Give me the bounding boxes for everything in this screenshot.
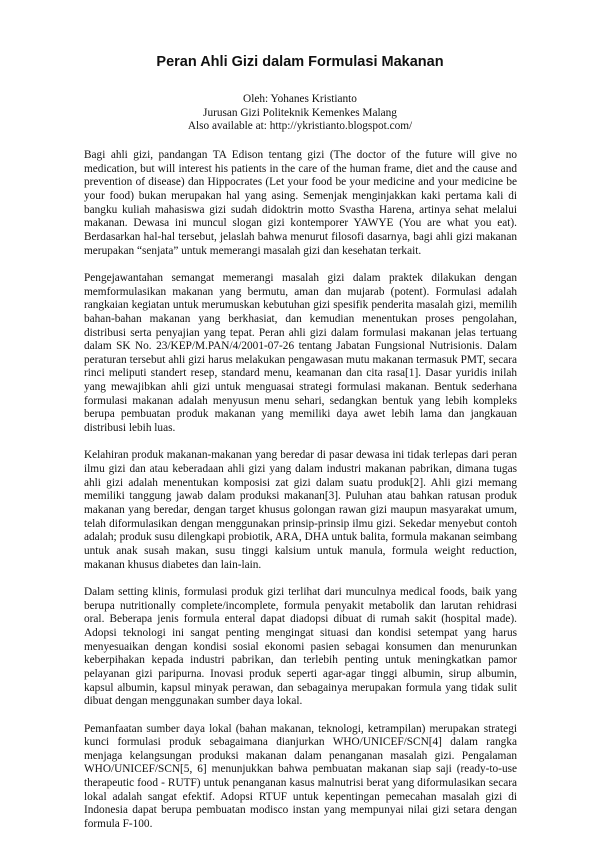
paragraph-1: Bagi ahli gizi, pandangan TA Edison tentang gizi (The doctor of the future will give no medication, but will interest his patients in the care of the human frame, diet and the cause and prevention of disease) dan Hippocrates (Let your food be your medicine and your medicine be your food) bukan merupakan hal yang asing. Semenjak menginjakkan kaki pertama kali di bangku kuliah mahasiswa gizi sudah didoktrin motto Svastha Harena, artinya sehat melalui makanan. Dewasa ini muncul slogan gizi kontemporer YAWYE (You are what you eat). Berdasarkan hal-hal tersebut, jelaslah bahwa menurut filosofi dasarnya, bagi ahli gizi makanan merupakan “senjata” untuk memerangi masalah gizi dan kesehatan terkait.: [84, 149, 517, 257]
paragraph-3: Kelahiran produk makanan-makanan yang beredar di pasar dewasa ini tidak terlepas dari peran ilmu gizi dan atau keberadaan ahli gizi yang dalam industri makanan pabrikan, dimana tugas ahli gizi adalah menentukan komposisi zat gizi dalam suatu produk[2]. Ahli gizi memang memiliki tanggung jawab dalam produksi makanan[3]. Puluhan atau bahkan ratusan produk makanan yang beredar, dengan target khusus golongan rawan gizi maupun masyarakat umum, telah diformulasikan dengan menggunakan prinsip-prinsip ilmu gizi. Sekedar menyebut contoh adalah; produk susu dilengkapi probiotik, ARA, DHA untuk balita, formula makanan seimbang untuk anak susah makan, susu tinggi kalsium untuk manula, formula weight reduction, makanan khusus diabetes dan lain-lain.: [84, 449, 517, 571]
byline: [0, 93, 600, 134]
availability-line: Also available at: http://ykristianto.blogspot.com/: [187, 120, 413, 133]
author-line: Oleh: Yohanes Kristianto: [243, 93, 357, 105]
document-body: [84, 149, 517, 845]
paragraph-5: Pemanfaatan sumber daya lokal (bahan makanan, teknologi, ketrampilan) merupakan strategi kunci formulasi produk sebagaimana dianjurkan WHO/UNICEF/SCN[4] dalam rangka menjaga kelangsungan produksi makanan dalam penanganan masalah gizi. Pengalaman WHO/UNICEF/SCN[5, 6] menunjukkan bahwa pembuatan makanan siap saji (ready-to-use therapeutic food - RUTF) untuk penanganan kasus malnutrisi berat yang diformulasikan secara lokal adalah sangat efektif. Adopsi RTUF untuk kepentingan pemecahan masalah gizi di Indonesia dapat berupa pembuatan modisco instan yang mempunyai nilai gizi setara dengan formula F-100.: [84, 722, 517, 831]
document-title: Peran Ahli Gizi dalam Formulasi Makanan: [156, 54, 444, 70]
affiliation-line: Jurusan Gizi Politeknik Kemenkes Malang: [203, 106, 397, 119]
paragraph-2: Pengejawantahan semangat memerangi masalah gizi dalam praktek dilakukan dengan memformulasikan makanan yang bermutu, aman dan mujarab (potent). Formulasi adalah rangkaian kegiatan untuk merumuskan kebutuhan gizi spesifik penderita masalah gizi, memilih bahan-bahan makanan yang berkhasiat, dan kemudian menentukan proses pengolahan, distribusi serta penyajian yang tepat. Peran ahli gizi dalam formulasi makanan jelas tertuang dalam SK No. 23/KEP/M.PAN/4/2001-07-26 tentang Jabatan Fungsional Nutrisionis. Dalam peraturan tersebut ahli gizi harus melakukan pengawasan mutu makanan termasuk PMT, secara rinci meliputi standert resep, standard menu, keamanan dan cita rasa[1]. Dasar yuridis inilah yang mewajibkan ahli gizi untuk menguasai strategi formulasi makanan. Bentuk sederhana formulasi makanan adalah menyusun menu sehari, sedangkan bentuk yang lebih kompleks berupa pembuatan produk makanan yang memiliki daya awet lebih lama dan jangkauan distribusi lebih luas.: [84, 271, 517, 435]
paragraph-4: Dalam setting klinis, formulasi produk gizi terlihat dari munculnya medical foods, baik yang berupa nutritionally complete/incomplete, formula penyakit metabolik dan larutan rehidrasi oral. Beberapa jenis formula enteral dapat diadopsi dibuat di rumah sakit (hospital made). Adopsi teknologi ini sangat penting mengingat situasi dan kondisi setempat yang harus menyesuaikan dengan kondisi sosial ekonomi pasien sebagai konsumen dan menurunkan keberpihakan kepada industri pabrikan, dan terlebih penting untuk meningkatkan pamor pelayanan gizi paripurna. Inovasi produk seperti agar-agar tinggi albumin, sirup albumin, kapsul albumin, kapsul minyak perawan, dan sebagainya merupakan formula yang tidak sulit dibuat dengan menggunakan sumber daya lokal.: [84, 585, 517, 708]
